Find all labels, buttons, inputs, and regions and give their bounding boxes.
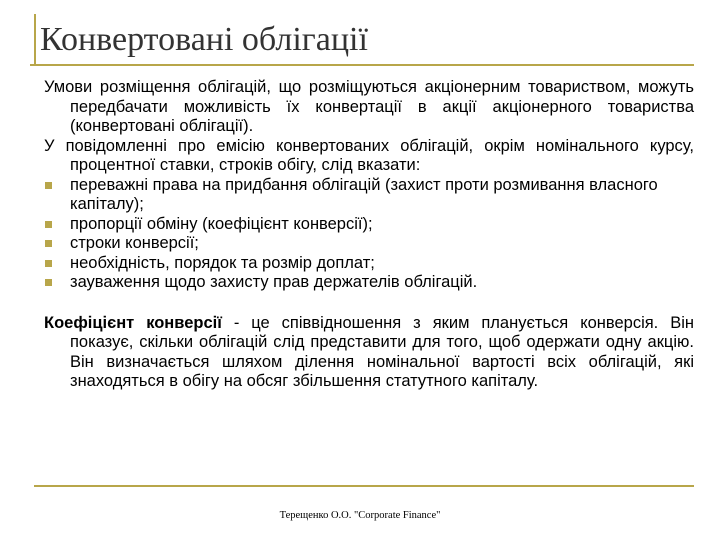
requirements-list — [44, 176, 694, 293]
square-bullet-icon — [45, 240, 52, 247]
definition-text: - це співвідношення з яким планується конверсія. Він показує, скільки облігацій слід представити для того, щоб одержати одну акцію. Він визначається шляхом ділення номінальної вартості всіх облігацій, які знаходяться в обігу на обсяг збільшення статутного капіталу. — [70, 313, 694, 390]
list-item — [44, 234, 694, 254]
title-underline-rule — [30, 64, 694, 66]
notice-paragraph: У повідомленні про емісію конвертованих облігацій, окрім номінального курсу, процентної ставки, строків обігу, слід вказати: — [44, 136, 694, 174]
list-item — [44, 254, 694, 274]
list-item — [44, 215, 694, 235]
intro-paragraph: Умови розміщення облігацій, що розміщуються акціонерним товариством, можуть передбачати можливість їх конвертації в акції акціонерного товариства (конвертовані облігації). — [44, 78, 694, 135]
list-item-text: необхідність, порядок та розмір доплат; — [70, 253, 375, 272]
list-item-text: переважні права на придбання облігацій (захист проти розмивання власного капіталу); — [70, 175, 658, 213]
square-bullet-icon — [45, 221, 52, 228]
square-bullet-icon — [45, 279, 52, 286]
square-bullet-icon — [45, 260, 52, 267]
slide-title: Конвертовані облігації — [40, 21, 368, 58]
list-item-text: пропорції обміну (коефіцієнт конверсії); — [70, 214, 373, 233]
footer-credit: Терещенко О.О. "Corporate Finance" — [279, 510, 441, 521]
list-item — [44, 176, 694, 215]
footer-rule — [34, 485, 694, 487]
list-item-text: строки конверсії; — [70, 234, 199, 252]
list-item-text: зауваження щодо захисту прав держателів облігацій. — [70, 273, 478, 291]
slide-body — [44, 78, 694, 392]
definition-term: Коефіцієнт конверсії — [44, 313, 222, 332]
square-bullet-icon — [45, 182, 52, 189]
definition-paragraph — [44, 314, 694, 392]
list-item — [44, 273, 694, 293]
title-vertical-rule — [34, 14, 36, 66]
